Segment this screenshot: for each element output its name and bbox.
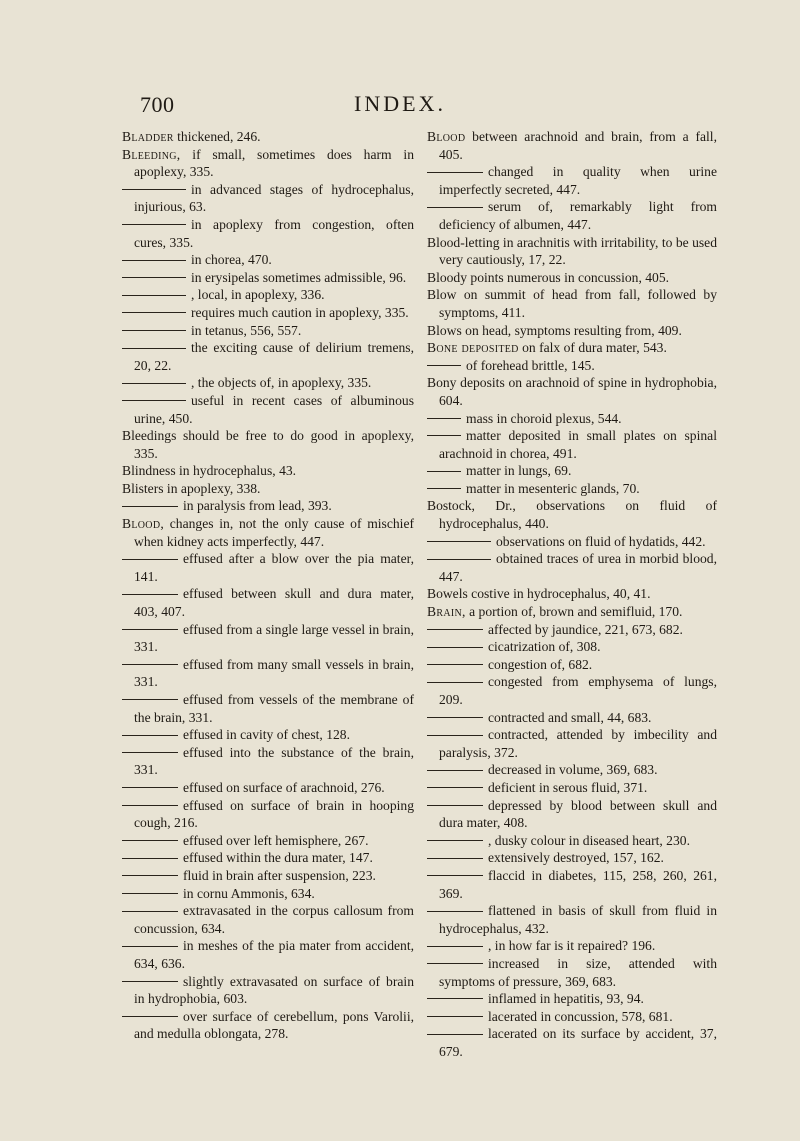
entry-text: Bowels costive in hydrocephalus, 40, 41. (427, 586, 651, 602)
ditto-dash (427, 717, 483, 718)
ditto-dash (427, 840, 483, 841)
index-entry (122, 550, 414, 585)
ditto-dash (122, 699, 178, 700)
index-entry (122, 427, 414, 462)
entry-text: cicatrization of, 308. (488, 639, 601, 655)
index-entry (427, 849, 717, 867)
ditto-dash (427, 418, 461, 419)
index-entry (122, 128, 414, 146)
entry-text: Blisters in apoplexy, 338. (122, 480, 261, 496)
ditto-dash (427, 1034, 483, 1035)
entry-text: Blows on head, symptoms resulting from, 409. (427, 322, 682, 338)
entry-text: slightly extravasated on surface of brain in hydrophobia, 603. (134, 973, 414, 1007)
ditto-dash (122, 893, 178, 894)
entry-text: flattened in basis of skull from fluid in hydrocephalus, 432. (439, 903, 717, 936)
entry-text: matter deposited in small plates on spinal arachnoid in chorea, 491. (439, 428, 717, 461)
ditto-dash (427, 911, 483, 912)
ditto-dash (427, 770, 483, 771)
ditto-dash (122, 312, 186, 313)
entry-text: the exciting cause of delirium tremens, 20, 22. (134, 340, 414, 373)
ditto-dash (427, 207, 483, 208)
index-entry (122, 304, 414, 322)
index-entry (427, 322, 717, 340)
entry-text: Blindness in hydrocephalus, 43. (122, 463, 297, 479)
index-entry (122, 937, 414, 972)
index-entry (427, 709, 717, 727)
ditto-dash (427, 963, 483, 964)
index-entry (122, 832, 414, 850)
entry-text: serum of, remarkably light from deficiency of albumen, 447. (439, 199, 717, 232)
index-entry (122, 902, 414, 937)
ditto-dash (122, 189, 186, 190)
entry-heading: Bone deposited (427, 340, 519, 356)
entry-text: extravasated in the corpus callosum from concussion, 634. (134, 903, 414, 936)
index-entry (427, 673, 717, 708)
ditto-dash (122, 506, 178, 507)
ditto-dash (122, 277, 186, 278)
ditto-dash (122, 295, 186, 296)
entry-text: in cornu Ammonis, 634. (183, 885, 315, 901)
ditto-dash (122, 981, 178, 982)
index-entry (427, 427, 717, 462)
entry-text: matter in mesenteric glands, 70. (466, 480, 640, 496)
index-entry (427, 726, 717, 761)
entry-text: effused from many small vessels in brain, 331. (134, 656, 414, 690)
index-entry (427, 163, 717, 198)
index-entry (427, 462, 717, 480)
index-entry (427, 1008, 717, 1026)
entry-text: Bostock, Dr., observations on fluid of hydrocephalus, 440. (427, 498, 717, 532)
index-entry (122, 849, 414, 867)
entry-text: , dusky colour in diseased heart, 230. (488, 832, 690, 848)
ditto-dash (122, 911, 178, 912)
ditto-dash (427, 735, 483, 736)
entry-text: in meshes of the pia mater from accident, 634, 636. (134, 938, 414, 971)
entry-text: affected by jaundice, 221, 673, 682. (488, 621, 683, 637)
entry-text: a portion of, brown and semifluid, 170. (465, 604, 683, 620)
index-entry (427, 357, 717, 375)
ditto-dash (427, 1016, 483, 1017)
entry-text: effused within the dura mater, 147. (183, 850, 373, 866)
ditto-dash (122, 330, 186, 331)
entry-text: effused after a blow over the pia mater, 141. (134, 551, 414, 584)
entry-text: in apoplexy from congestion, often cures, 335. (134, 216, 414, 250)
ditto-dash (122, 348, 186, 349)
ditto-dash (427, 365, 461, 366)
ditto-dash (427, 435, 461, 436)
index-entry (427, 234, 717, 269)
entry-text: congested from emphysema of lungs, 209. (439, 674, 717, 707)
index-entry (427, 374, 717, 409)
index-entry (122, 867, 414, 885)
ditto-dash (122, 629, 178, 630)
index-entry (122, 885, 414, 903)
ditto-dash (427, 998, 483, 999)
index-entry (122, 779, 414, 797)
entry-text: on falx of dura mater, 543. (518, 340, 667, 356)
entry-heading: Brain, (427, 604, 466, 620)
entry-text: contracted and small, 44, 683. (488, 709, 652, 725)
entry-text: increased in size, attended with symptoms of pressure, 369, 683. (439, 955, 717, 989)
ditto-dash (122, 383, 186, 384)
entry-text: , the objects of, in apoplexy, 335. (191, 375, 372, 391)
entry-text: in advanced stages of hydrocephalus, injurious, 63. (134, 181, 414, 215)
entry-text: effused from vessels of the membrane of the brain, 331. (134, 692, 414, 725)
index-entry (122, 515, 414, 550)
ditto-dash (427, 488, 461, 489)
index-entry (122, 973, 414, 1008)
ditto-dash (122, 559, 178, 560)
index-entry (122, 691, 414, 726)
entry-text: useful in recent cases of albuminous urine, 450. (134, 392, 414, 426)
entry-text: , in how far is it repaired? 196. (488, 938, 656, 954)
entry-text: contracted, attended by imbecility and paralysis, 372. (439, 727, 717, 760)
entry-heading: Blood, (122, 516, 165, 532)
index-entry (122, 392, 414, 427)
index-entry (427, 638, 717, 656)
index-entry (427, 1025, 717, 1060)
ditto-dash (427, 875, 483, 876)
ditto-dash (122, 594, 178, 595)
entry-text: effused between skull and dura mater, 403, 407. (134, 586, 414, 620)
index-entry (122, 480, 414, 498)
ditto-dash (427, 541, 491, 542)
ditto-dash (122, 875, 178, 876)
ditto-dash (427, 172, 483, 173)
entry-text: Blow on summit of head from fall, followed by symptoms, 411. (427, 287, 717, 320)
entry-text: in chorea, 470. (191, 252, 272, 268)
ditto-dash (427, 787, 483, 788)
entry-text: , local, in apoplexy, 336. (191, 287, 325, 303)
ditto-dash (427, 858, 483, 859)
index-entry (427, 128, 717, 163)
entry-text: of forehead brittle, 145. (466, 357, 595, 373)
entry-text: in tetanus, 556, 557. (191, 322, 302, 338)
ditto-dash (427, 682, 483, 683)
entry-text: requires much caution in apoplexy, 335. (191, 304, 409, 320)
page-number: 700 (140, 92, 175, 117)
entry-text: Bony deposits on arachnoid of spine in hydrophobia, 604. (427, 375, 717, 408)
entry-text: effused over left hemisphere, 267. (183, 832, 369, 848)
ditto-dash (427, 559, 491, 560)
entry-text: matter in lungs, 69. (466, 463, 572, 479)
index-entry (122, 322, 414, 340)
index-entry (427, 410, 717, 428)
index-column-left (122, 128, 414, 1043)
index-entry (427, 497, 717, 532)
entry-text: obtained traces of urea in morbid blood, 447. (439, 551, 717, 584)
index-entry (427, 550, 717, 585)
index-entry (427, 797, 717, 832)
index-entry (122, 585, 414, 620)
ditto-dash (122, 840, 178, 841)
index-entry (122, 374, 414, 392)
index-entry (427, 269, 717, 287)
ditto-dash (122, 946, 178, 947)
entry-text: congestion of, 682. (488, 656, 593, 672)
ditto-dash (427, 629, 483, 630)
entry-text: flaccid in diabetes, 115, 258, 260, 261, 369. (439, 867, 717, 901)
index-column-right (427, 128, 717, 1060)
index-entry (427, 621, 717, 639)
index-entry (427, 955, 717, 990)
index-entry (122, 621, 414, 656)
ditto-dash (427, 805, 483, 806)
index-entry (427, 656, 717, 674)
index-entry (427, 937, 717, 955)
entry-text: extensively destroyed, 157, 162. (488, 850, 664, 866)
index-entry (427, 761, 717, 779)
entry-text: thickened, 246. (173, 129, 261, 144)
index-entry (122, 181, 414, 216)
index-entry (122, 744, 414, 779)
index-entry (122, 1008, 414, 1043)
entry-text: between arachnoid and brain, from a fall, 405. (439, 129, 717, 162)
index-entry (427, 286, 717, 321)
index-entry (427, 832, 717, 850)
entry-text: deficient in serous fluid, 371. (488, 779, 648, 795)
index-entry (427, 867, 717, 902)
index-entry (122, 269, 414, 287)
entry-text: lacerated on its surface by accident, 37, 679. (439, 1026, 717, 1059)
ditto-dash (427, 664, 483, 665)
index-entry (122, 462, 414, 480)
entry-text: mass in choroid plexus, 544. (466, 410, 622, 426)
ditto-dash (427, 946, 483, 947)
entry-text: Bleedings should be free to do good in apoplexy, 335. (122, 428, 414, 461)
entry-text: effused in cavity of chest, 128. (183, 727, 350, 743)
index-entry (122, 339, 414, 374)
ditto-dash (427, 647, 483, 648)
running-head: INDEX. (354, 91, 446, 116)
index-entry (122, 251, 414, 269)
index-entry (427, 603, 717, 621)
ditto-dash (122, 400, 186, 401)
index-entry (427, 585, 717, 603)
index-entry (122, 286, 414, 304)
ditto-dash (122, 787, 178, 788)
entry-text: depressed by blood between skull and dura mater, 408. (439, 797, 717, 831)
ditto-dash (122, 260, 186, 261)
index-entry (122, 797, 414, 832)
entry-text: effused from a single large vessel in brain, 331. (134, 621, 414, 655)
entry-text: effused on surface of arachnoid, 276. (183, 779, 385, 795)
ditto-dash (122, 858, 178, 859)
index-entry (427, 198, 717, 233)
entry-text: fluid in brain after suspension, 223. (183, 867, 376, 883)
entry-text: in erysipelas sometimes admissible, 96. (191, 269, 407, 285)
ditto-dash (122, 805, 178, 806)
ditto-dash (427, 471, 461, 472)
entry-text: changes in, not the only cause of mischief when kidney acts imperfectly, 447. (134, 516, 414, 549)
index-entry (427, 533, 717, 551)
entry-text: in paralysis from lead, 393. (183, 498, 332, 514)
ditto-dash (122, 735, 178, 736)
index-entry (427, 990, 717, 1008)
entry-text: observations on fluid of hydatids, 442. (496, 533, 706, 549)
entry-text: changed in quality when urine imperfectly secreted, 447. (439, 164, 717, 197)
index-entry (122, 146, 414, 181)
index-entry (427, 902, 717, 937)
index-entry (427, 339, 717, 357)
entry-text: over surface of cerebellum, pons Varolii, and medulla oblongata, 278. (134, 1008, 414, 1042)
entry-text: effused into the substance of the brain, 331. (134, 744, 414, 778)
entry-heading: Bladder (122, 129, 174, 144)
index-entry (122, 216, 414, 251)
index-entry (122, 726, 414, 744)
entry-text: effused on surface of brain in hooping cough, 216. (134, 797, 414, 831)
entry-text: lacerated in concussion, 578, 681. (488, 1008, 673, 1024)
entry-text: if small, sometimes does harm in apoplexy, 335. (134, 146, 414, 180)
entry-text: inflamed in hepatitis, 93, 94. (488, 991, 644, 1007)
ditto-dash (122, 664, 178, 665)
index-entry (122, 656, 414, 691)
ditto-dash (122, 752, 178, 753)
entry-heading: Blood (427, 129, 466, 144)
entry-text: decreased in volume, 369, 683. (488, 762, 658, 778)
index-entry (122, 497, 414, 515)
ditto-dash (122, 224, 186, 225)
index-entry (427, 779, 717, 797)
entry-text: Bloody points numerous in concussion, 405. (427, 269, 670, 285)
entry-text: Blood-letting in arachnitis with irritability, to be used very cautiously, 17, 22. (427, 234, 717, 268)
index-entry (427, 480, 717, 498)
entry-heading: Bleeding, (122, 146, 181, 162)
ditto-dash (122, 1016, 178, 1017)
